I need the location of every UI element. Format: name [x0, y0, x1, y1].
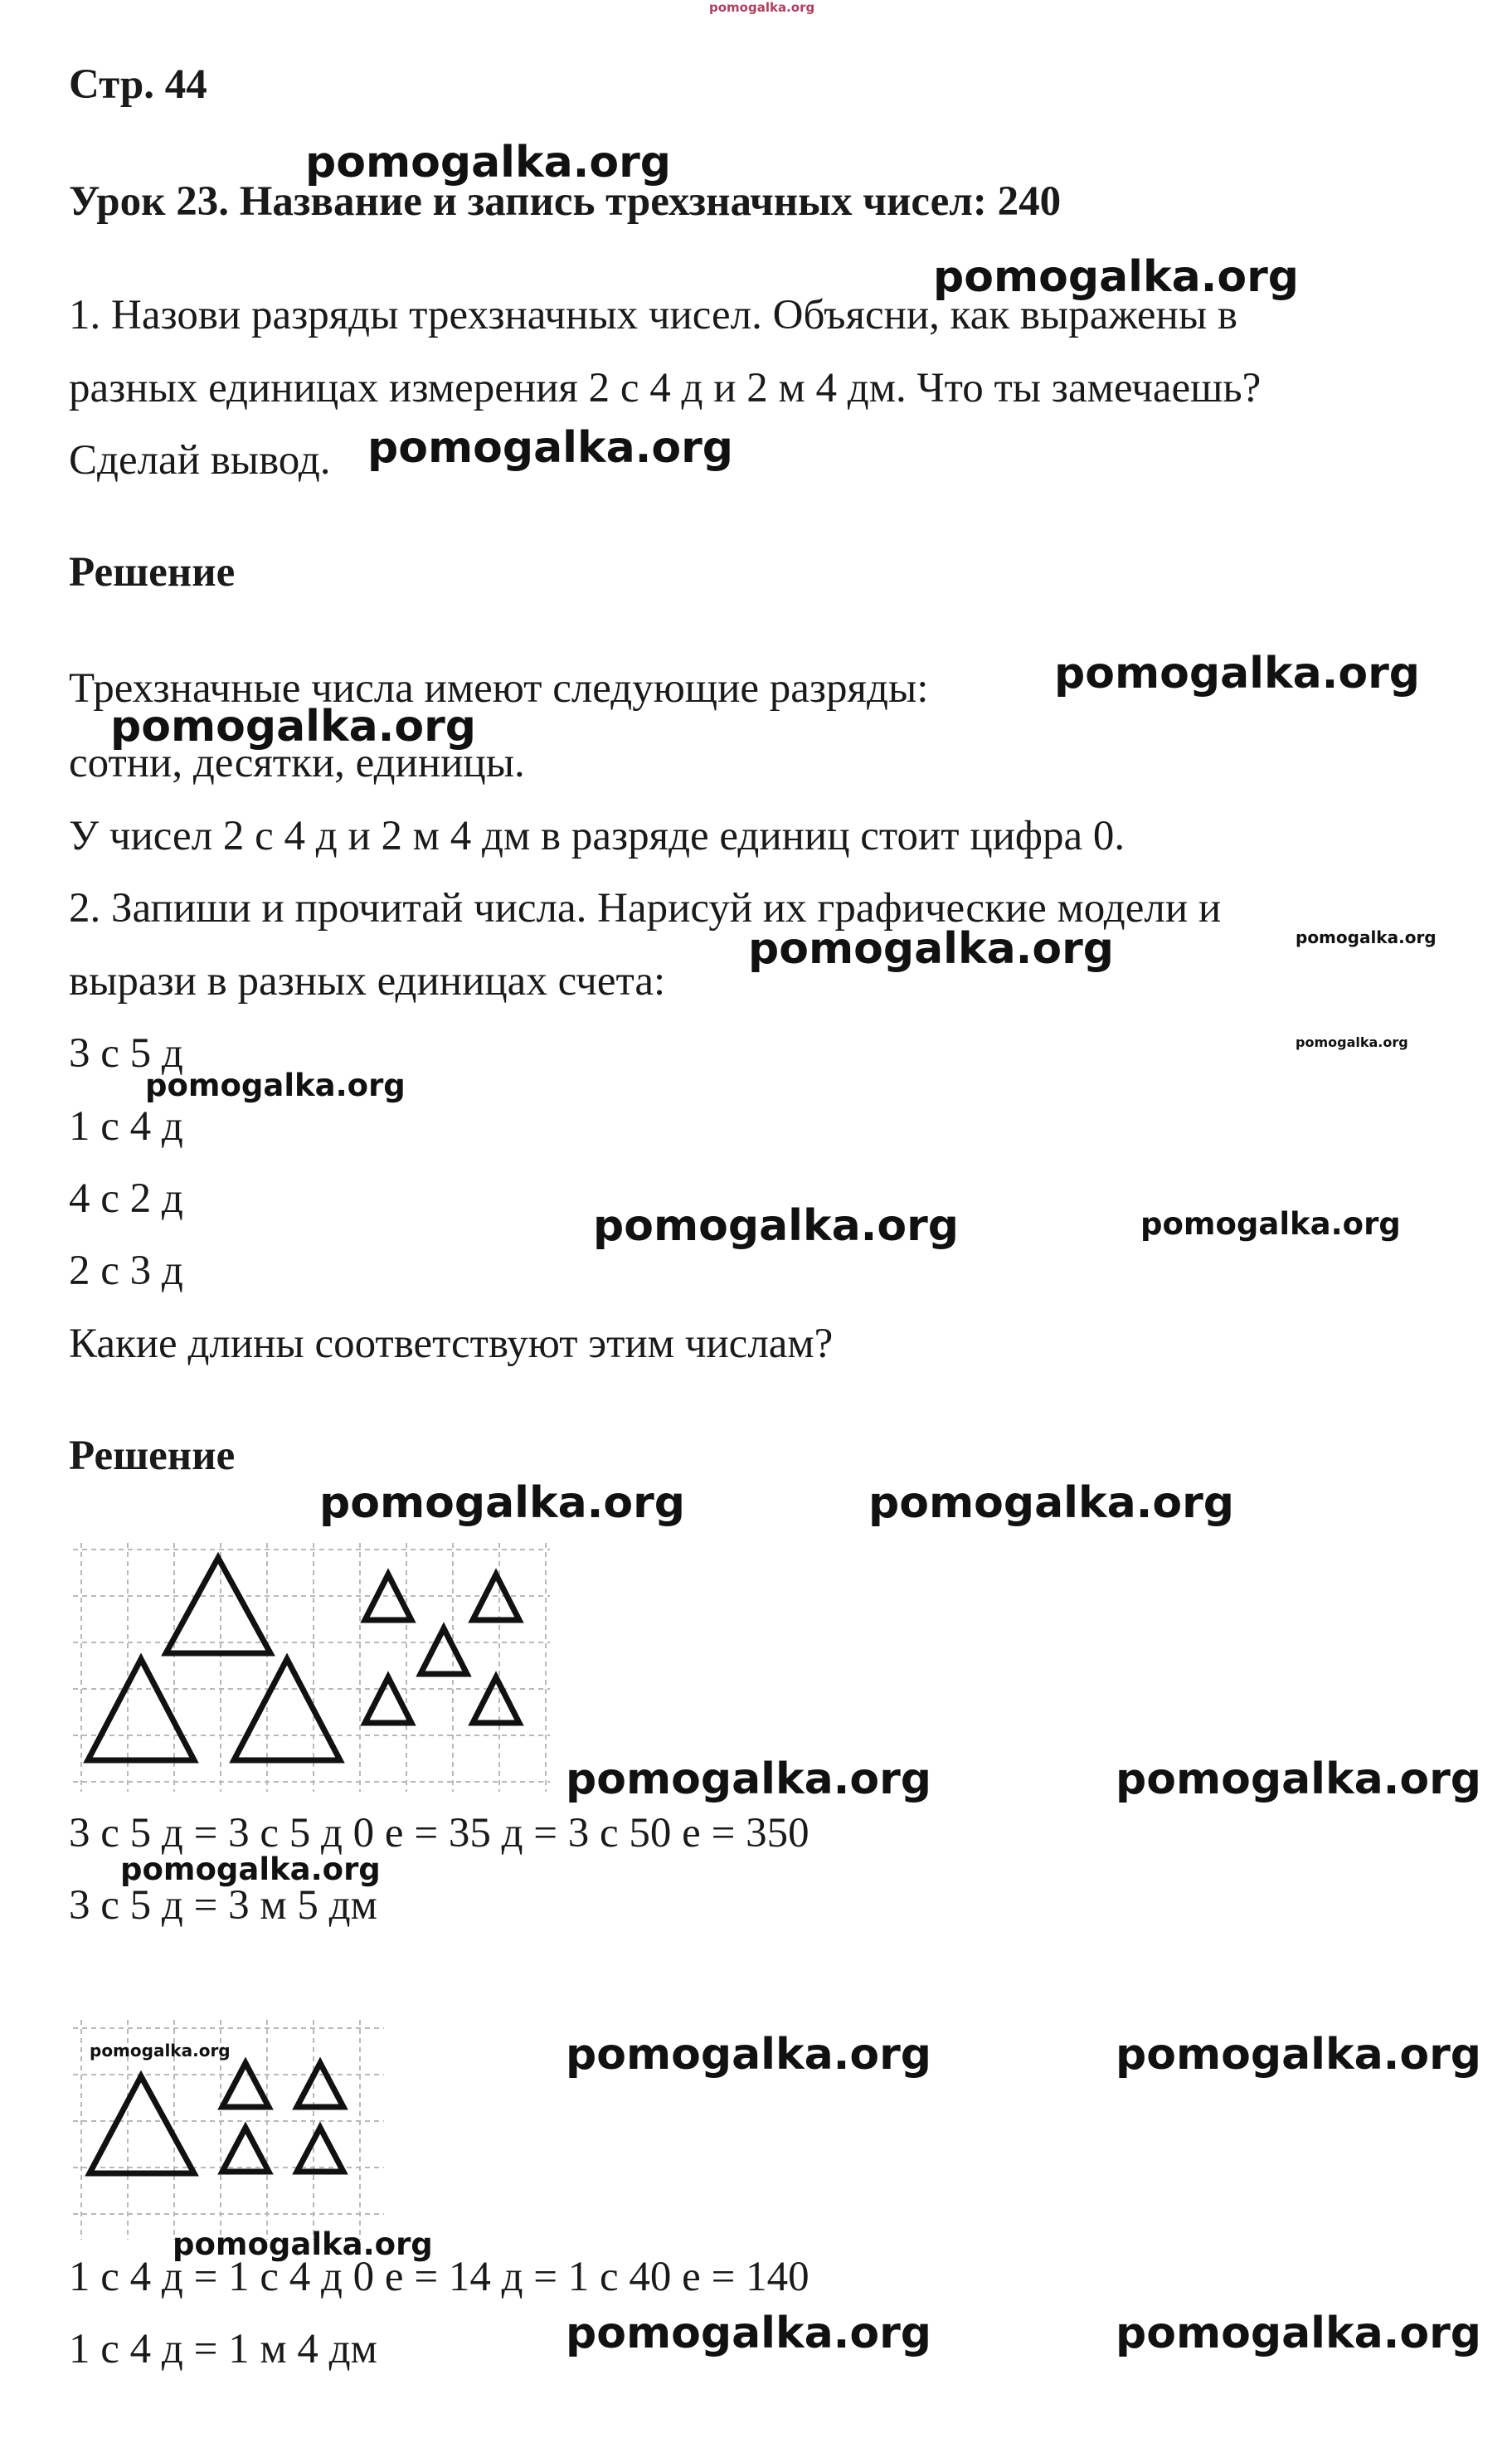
ten-triangle-1: [222, 2063, 269, 2107]
watermark: pomogalka.org: [933, 252, 1300, 302]
watermark: pomogalka.org: [110, 702, 477, 752]
ten-triangle-1: [365, 1574, 411, 1620]
page-label: Стр. 44: [69, 61, 207, 108]
ten-triangle-3: [421, 1628, 467, 1674]
watermark: pomogalka.org: [1116, 2309, 1482, 2358]
ten-triangle-5: [473, 1677, 519, 1723]
watermark: pomogalka.org: [566, 1754, 932, 1804]
hundred-triangle-2: [88, 1659, 194, 1760]
task2-line2: вырази в разных единицах счета:: [69, 958, 666, 1005]
ten-triangle-4: [365, 1677, 411, 1723]
task1-line2: разных единицах измерения 2 с 4 д и 2 м 4 дм. Что ты замечаешь?: [69, 365, 1262, 411]
task1-solution-heading: Решение: [69, 549, 236, 596]
watermark: pomogalka.org: [1140, 1206, 1401, 1242]
watermark: pomogalka.org: [1116, 1754, 1482, 1804]
task2-line1: 2. Запиши и прочитай числа. Нарисуй их графические модели и: [69, 885, 1222, 932]
task1-line3: Сделай вывод.: [69, 437, 331, 484]
task1-line1: 1. Назови разряды трехзначных чисел. Объясни, как выражены в: [69, 292, 1237, 338]
task2-number-3: 4 с 2 д: [69, 1175, 183, 1222]
model2-equation-2: 1 с 4 д = 1 м 4 дм: [69, 2326, 377, 2372]
watermark: pomogalka.org: [1296, 1034, 1408, 1050]
graphic-model-1: [73, 1543, 550, 1792]
hundred-triangle-3: [234, 1659, 340, 1760]
watermark: pomogalka.org: [1296, 927, 1437, 947]
model2-equation-1: 1 с 4 д = 1 с 4 д 0 е = 14 д = 1 с 40 е = 140: [69, 2254, 809, 2300]
ten-triangle-4: [297, 2128, 343, 2172]
ten-triangle-2: [473, 1574, 519, 1620]
ten-triangle-2: [297, 2063, 343, 2107]
task2-solution-heading: Решение: [69, 1433, 236, 1479]
watermark: pomogalka.org: [305, 138, 672, 187]
ten-triangle-3: [222, 2128, 269, 2172]
task1-answer-line3: У чисел 2 с 4 д и 2 м 4 дм в разряде единиц стоит цифра 0.: [69, 813, 1125, 859]
task2-number-2: 1 с 4 д: [69, 1103, 183, 1150]
watermark: pomogalka.org: [367, 423, 734, 473]
lesson-title: Урок 23. Название и запись трехзначных чисел: 240: [69, 178, 1062, 225]
hundred-triangle-1: [166, 1558, 270, 1653]
watermark: pomogalka.org: [566, 2030, 932, 2080]
watermark: pomogalka.org: [319, 1478, 686, 1528]
watermark: pomogalka.org: [566, 2309, 932, 2358]
watermark-top: pomogalka.org: [709, 0, 815, 15]
watermark: pomogalka.org: [1116, 2030, 1482, 2080]
watermark: pomogalka.org: [593, 1201, 960, 1251]
watermark: pomogalka.org: [1054, 649, 1421, 698]
model1-equation-1: 3 с 5 д = 3 с 5 д 0 е = 35 д = 3 с 50 е = 350: [69, 1810, 809, 1856]
model1-equation-2: 3 с 5 д = 3 м 5 дм: [69, 1882, 377, 1929]
watermark: pomogalka.org: [868, 1478, 1235, 1528]
watermark: pomogalka.org: [145, 1068, 406, 1103]
watermark: pomogalka.org: [173, 2226, 433, 2262]
task1-answer-line1: Трехзначные числа имеют следующие разряды:: [69, 665, 929, 712]
task2-number-4: 2 с 3 д: [69, 1248, 183, 1294]
task2-question: Какие длины соответствуют этим числам?: [69, 1321, 834, 1367]
task1-answer-line2: сотни, десятки, единицы.: [69, 740, 525, 786]
task2-number-1: 3 с 5 д: [69, 1030, 183, 1077]
watermark: pomogalka.org: [748, 924, 1115, 974]
watermark: pomogalka.org: [90, 2041, 231, 2061]
hundred-triangle-1: [90, 2076, 194, 2173]
watermark: pomogalka.org: [120, 1851, 381, 1887]
